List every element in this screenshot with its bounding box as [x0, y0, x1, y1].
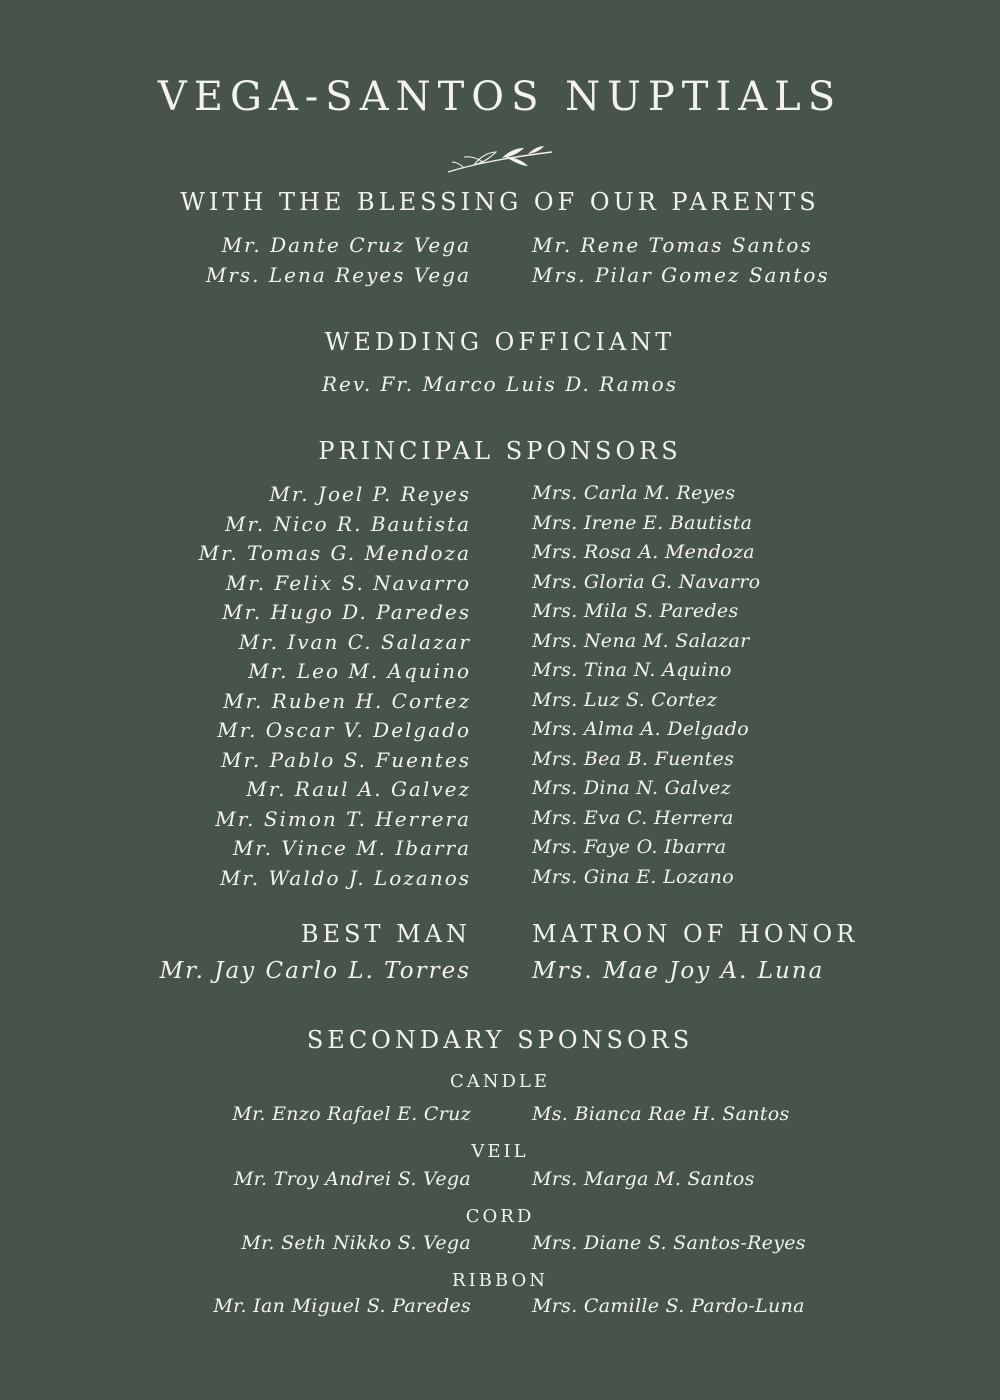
principal-sponsor-man: Mr. Vince M. Ibarra [232, 836, 471, 860]
principal-sponsor-man: Mr. Oscar V. Delgado [217, 718, 471, 742]
veil-label: VEIL [471, 1141, 529, 1162]
principal-sponsor-man: Mr. Felix S. Navarro [225, 570, 471, 595]
principal-sponsor-man: Mr. Tomas G. Mendoza [198, 541, 471, 565]
principal-sponsor-woman: Mrs. Faye O. Ibarra [532, 836, 727, 858]
officiant-name: Rev. Fr. Marco Luis D. Ramos [322, 372, 678, 396]
principal-sponsor-man: Mr. Hugo D. Paredes [222, 600, 471, 624]
secondary-sponsors-heading: SECONDARY SPONSORS [306, 1026, 694, 1054]
principal-sponsor-woman: Mrs. Eva C. Herrera [532, 806, 734, 829]
principal-sponsor-woman: Mrs. Irene E. Bautista [532, 511, 753, 534]
cord-label: CORD [465, 1206, 535, 1227]
principal-sponsor-woman: Mrs. Rosa A. Mendoza [532, 541, 755, 563]
matron-of-honor-name: Mrs. Mae Joy A. Luna [532, 958, 825, 984]
candle-sponsor-left: Mr. Enzo Rafael E. Cruz [232, 1103, 471, 1125]
officiant-heading: WEDDING OFFICIANT [324, 328, 676, 356]
leaf-sprig-icon [444, 140, 556, 180]
principal-sponsor-man: Mr. Ivan C. Salazar [238, 629, 471, 654]
principal-sponsor-man: Mr. Joel P. Reyes [269, 482, 471, 506]
parent-groom-mother: Mrs. Lena Reyes Vega [205, 263, 471, 287]
principal-sponsor-woman: Mrs. Gloria G. Navarro [532, 570, 761, 593]
principal-sponsor-man: Mr. Simon T. Herrera [215, 806, 471, 831]
candle-sponsor-right: Ms. Bianca Rae H. Santos [532, 1103, 790, 1125]
principal-sponsor-man: Mr. Leo M. Aquino [248, 659, 471, 683]
ribbon-sponsor-left: Mr. Ian Miguel S. Paredes [213, 1295, 471, 1317]
parent-bride-father: Mr. Rene Tomas Santos [532, 233, 813, 257]
parent-bride-mother: Mrs. Pilar Gomez Santos [532, 263, 830, 287]
principal-sponsor-woman: Mrs. Bea B. Fuentes [532, 747, 735, 770]
principal-sponsor-woman: Mrs. Luz S. Cortez [532, 688, 718, 711]
parents-heading: WITH THE BLESSING OF OUR PARENTS [180, 188, 820, 216]
principal-sponsor-woman: Mrs. Alma A. Delgado [532, 718, 749, 740]
principal-sponsor-man: Mr. Nico R. Bautista [225, 511, 471, 536]
principal-sponsor-man: Mr. Ruben H. Cortez [223, 688, 471, 713]
principal-sponsor-woman: Mrs. Tina N. Aquino [532, 659, 732, 681]
page-title: VEGA-SANTOS NUPTIALS [157, 74, 843, 120]
ribbon-label: RIBBON [452, 1270, 548, 1291]
principal-sponsor-woman: Mrs. Mila S. Paredes [532, 600, 739, 622]
ribbon-sponsor-right: Mrs. Camille S. Pardo-Luna [532, 1295, 805, 1317]
candle-label: CANDLE [449, 1071, 551, 1092]
parent-groom-father: Mr. Dante Cruz Vega [221, 233, 471, 257]
principal-sponsor-man: Mr. Pablo S. Fuentes [221, 747, 471, 772]
best-man-name: Mr. Jay Carlo L. Torres [159, 958, 471, 984]
cord-sponsor-right: Mrs. Diane S. Santos-Reyes [532, 1232, 806, 1254]
principal-sponsor-woman: Mrs. Carla M. Reyes [532, 482, 736, 504]
veil-sponsor-right: Mrs. Marga M. Santos [532, 1168, 755, 1190]
principal-sponsor-woman: Mrs. Gina E. Lozano [532, 865, 734, 888]
veil-sponsor-left: Mr. Troy Andrei S. Vega [233, 1168, 471, 1190]
cord-sponsor-left: Mr. Seth Nikko S. Vega [241, 1232, 471, 1254]
principal-sponsor-woman: Mrs. Nena M. Salazar [532, 629, 750, 652]
best-man-heading: BEST MAN [300, 920, 471, 948]
principal-sponsor-man: Mr. Waldo J. Lozanos [219, 865, 471, 890]
principal-sponsor-man: Mr. Raul A. Galvez [246, 777, 471, 801]
principal-sponsors-heading: PRINCIPAL SPONSORS [318, 437, 682, 465]
matron-of-honor-heading: MATRON OF HONOR [532, 920, 859, 948]
principal-sponsor-woman: Mrs. Dina N. Galvez [532, 777, 732, 799]
